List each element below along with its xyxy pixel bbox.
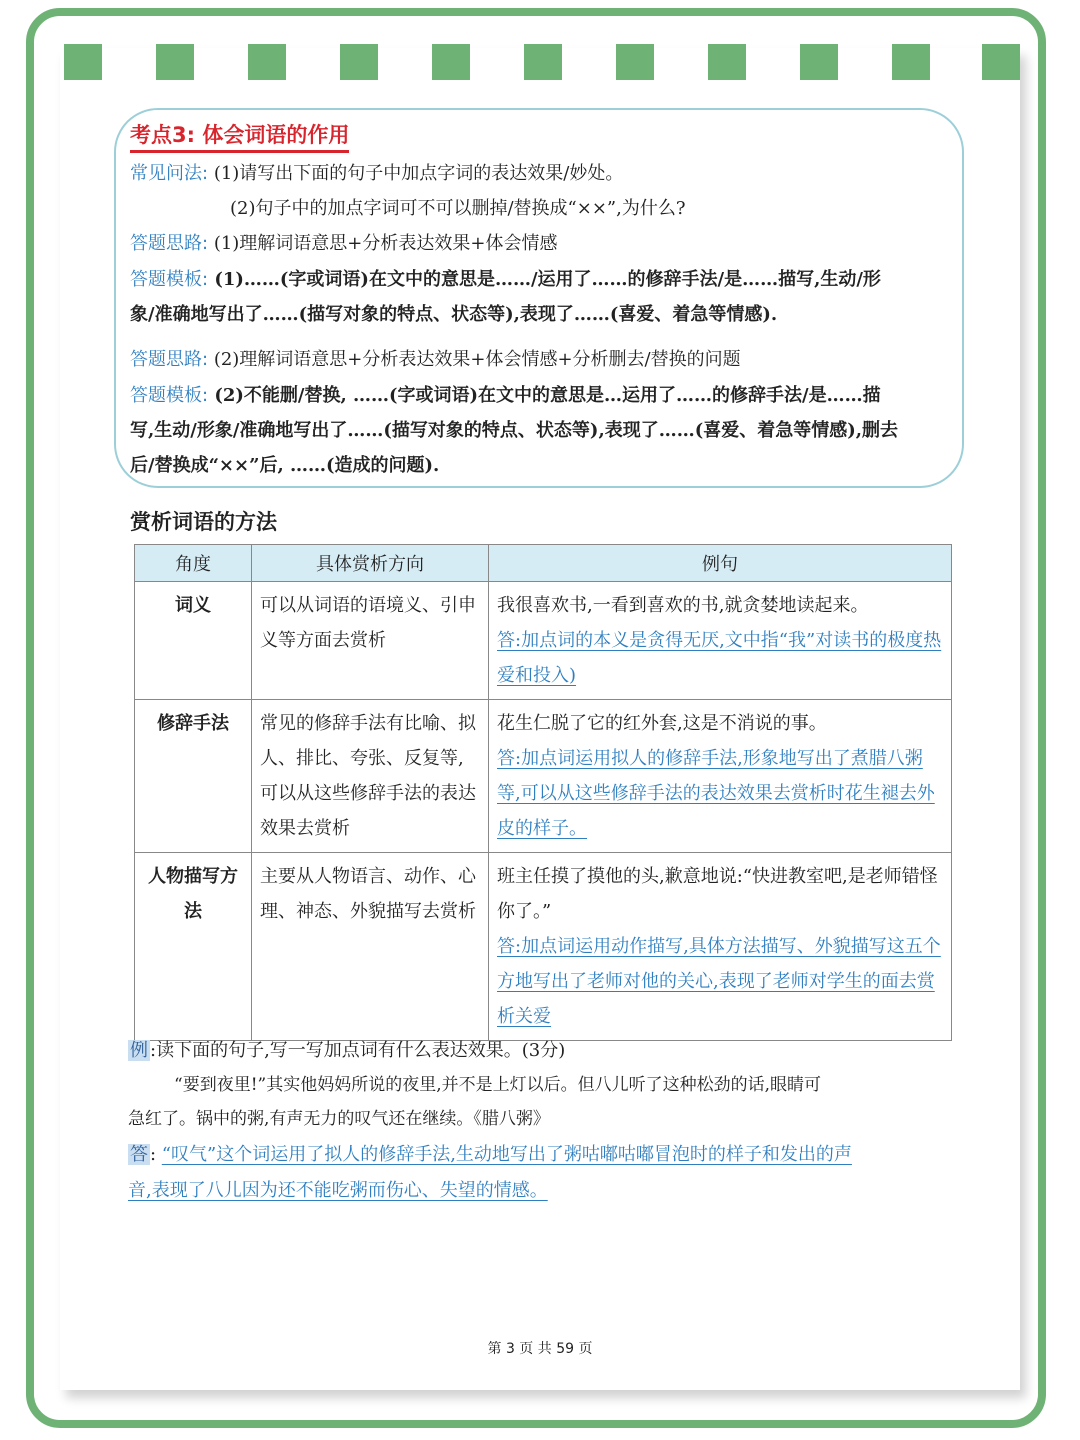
example-sentence: 班主任摸了摸他的头,歉意地说:“快进教室吧,是老师错怪你了。” bbox=[497, 866, 938, 922]
section-title: 赏析词语的方法 bbox=[130, 510, 277, 534]
passage-line-1: “要到夜里!”其实他妈妈所说的夜里,并不是上灯以后。但八儿听了这种松劲的话,眼睛可 bbox=[174, 1075, 822, 1095]
binder-tab bbox=[616, 44, 654, 80]
angle-cell: 修辞手法 bbox=[135, 700, 252, 853]
template-label: 答题模板: bbox=[130, 385, 209, 406]
template-2-text-3: 后/替换成“××”后, ……(造成的问题). bbox=[130, 455, 440, 476]
question-line-1 bbox=[130, 162, 623, 186]
template-1-line-1 bbox=[130, 268, 881, 292]
direction-cell: 主要从人物语言、动作、心理、神态、外貌描写去赏析 bbox=[252, 853, 489, 1041]
example-answer: 答:加点词的本义是贪得无厌,文中指“我”对读书的极度热爱和投入) bbox=[497, 630, 942, 686]
angle-cell: 人物描写方法 bbox=[135, 853, 252, 1041]
binder-tab bbox=[524, 44, 562, 80]
column-header: 例句 bbox=[489, 545, 952, 582]
binder-tab bbox=[708, 44, 746, 80]
approach-line-2 bbox=[130, 348, 741, 372]
template-1-text-2: 象/准确地写出了……(描写对象的特点、状态等),表现了……(喜爱、着急等情感). bbox=[130, 304, 778, 325]
table-row bbox=[135, 853, 952, 1041]
example-answer: 答:加点词运用拟人的修辞手法,形象地写出了煮腊八粥等,可以从这些修辞手法的表达效果去赏析时花生褪去外皮的样子。 bbox=[497, 748, 935, 839]
template-2-line-1 bbox=[130, 384, 881, 408]
direction-cell: 可以从词语的语境义、引申义等方面去赏析 bbox=[252, 582, 489, 700]
example-answer: 答:加点词运用动作描写,具体方法描写、外貌描写这五个方地写出了老师对他的关心,表现了老师对学生的面去赏析关爱 bbox=[497, 936, 941, 1027]
example-cell bbox=[489, 582, 952, 700]
table-header-row bbox=[135, 545, 952, 582]
answer-text-1: “叹气”这个词运用了拟人的修辞手法,生动地写出了粥咕嘟咕嘟冒泡时的样子和发出的声 bbox=[161, 1144, 852, 1165]
template-1-text-1: (1)……(字或词语)在文中的意思是……/运用了……的修辞手法/是……描写,生动/形 bbox=[214, 269, 881, 290]
question-1: (1)请写出下面的句子中加点字词的表达效果/妙处。 bbox=[213, 163, 624, 184]
methods-table bbox=[134, 544, 952, 1041]
example-prompt: :读下面的句子,写一写加点词有什么表达效果。(3分) bbox=[150, 1040, 566, 1061]
binder-tab bbox=[156, 44, 194, 80]
template-2-text-1: (2)不能删/替换, ……(字或词语)在文中的意思是…运用了……的修辞手法/是……描 bbox=[214, 385, 881, 406]
example-label: 例 bbox=[130, 1040, 148, 1061]
example-sentence: 我很喜欢书,一看到喜欢的书,就贪婪地读起来。 bbox=[497, 595, 869, 616]
answer-line-1: 答 : “叹气”这个词运用了拟人的修辞手法,生动地写出了粥咕嘟咕嘟冒泡时的样子和发出的声 bbox=[130, 1144, 852, 1165]
binder-tab bbox=[982, 44, 1020, 80]
binder-tab bbox=[892, 44, 930, 80]
direction-cell: 常见的修辞手法有比喻、拟人、排比、夸张、反复等,可以从这些修辞手法的表达效果去赏析 bbox=[252, 700, 489, 853]
example-sentence: 花生仁脱了它的红外套,这是不消说的事。 bbox=[497, 713, 827, 734]
answer-label: 答 bbox=[130, 1144, 148, 1165]
key-point-title: 考点3: 体会词语的作用 bbox=[130, 120, 349, 153]
answer-text-2: 音,表现了八儿因为还不能吃粥而伤心、失望的情感。 bbox=[128, 1180, 548, 1201]
example-cell bbox=[489, 853, 952, 1041]
binder-tab bbox=[800, 44, 838, 80]
column-header: 具体赏析方向 bbox=[252, 545, 489, 582]
question-label: 常见问法: bbox=[130, 163, 209, 184]
table-row bbox=[135, 582, 952, 700]
approach-line-1 bbox=[130, 232, 557, 256]
binder-tab bbox=[432, 44, 470, 80]
template-label: 答题模板: bbox=[130, 269, 209, 290]
example-prompt-line bbox=[128, 1034, 565, 1068]
table-row bbox=[135, 700, 952, 853]
approach-label: 答题思路: bbox=[130, 233, 209, 254]
question-2: (2)句子中的加点字词可不可以删掉/替换成“××”,为什么? bbox=[230, 198, 686, 219]
binder-tab bbox=[64, 44, 102, 80]
example-cell bbox=[489, 700, 952, 853]
passage-line-2: 急红了。锅中的粥,有声无力的叹气还在继续。《腊八粥》 bbox=[128, 1109, 550, 1129]
template-2-text-2: 写,生动/形象/准确地写出了……(描写对象的特点、状态等),表现了……(喜爱、着急等情感),删去 bbox=[130, 420, 899, 441]
approach-label: 答题思路: bbox=[130, 349, 209, 370]
angle-cell: 词义 bbox=[135, 582, 252, 700]
binder-tab bbox=[340, 44, 378, 80]
column-header: 角度 bbox=[135, 545, 252, 582]
approach-1: (1)理解词语意思+分析表达效果+体会情感 bbox=[213, 233, 558, 254]
page-number: 第 3 页 共 59 页 bbox=[487, 1341, 593, 1357]
binder-tab bbox=[248, 44, 286, 80]
approach-2: (2)理解词语意思+分析表达效果+体会情感+分析删去/替换的问题 bbox=[213, 349, 741, 370]
